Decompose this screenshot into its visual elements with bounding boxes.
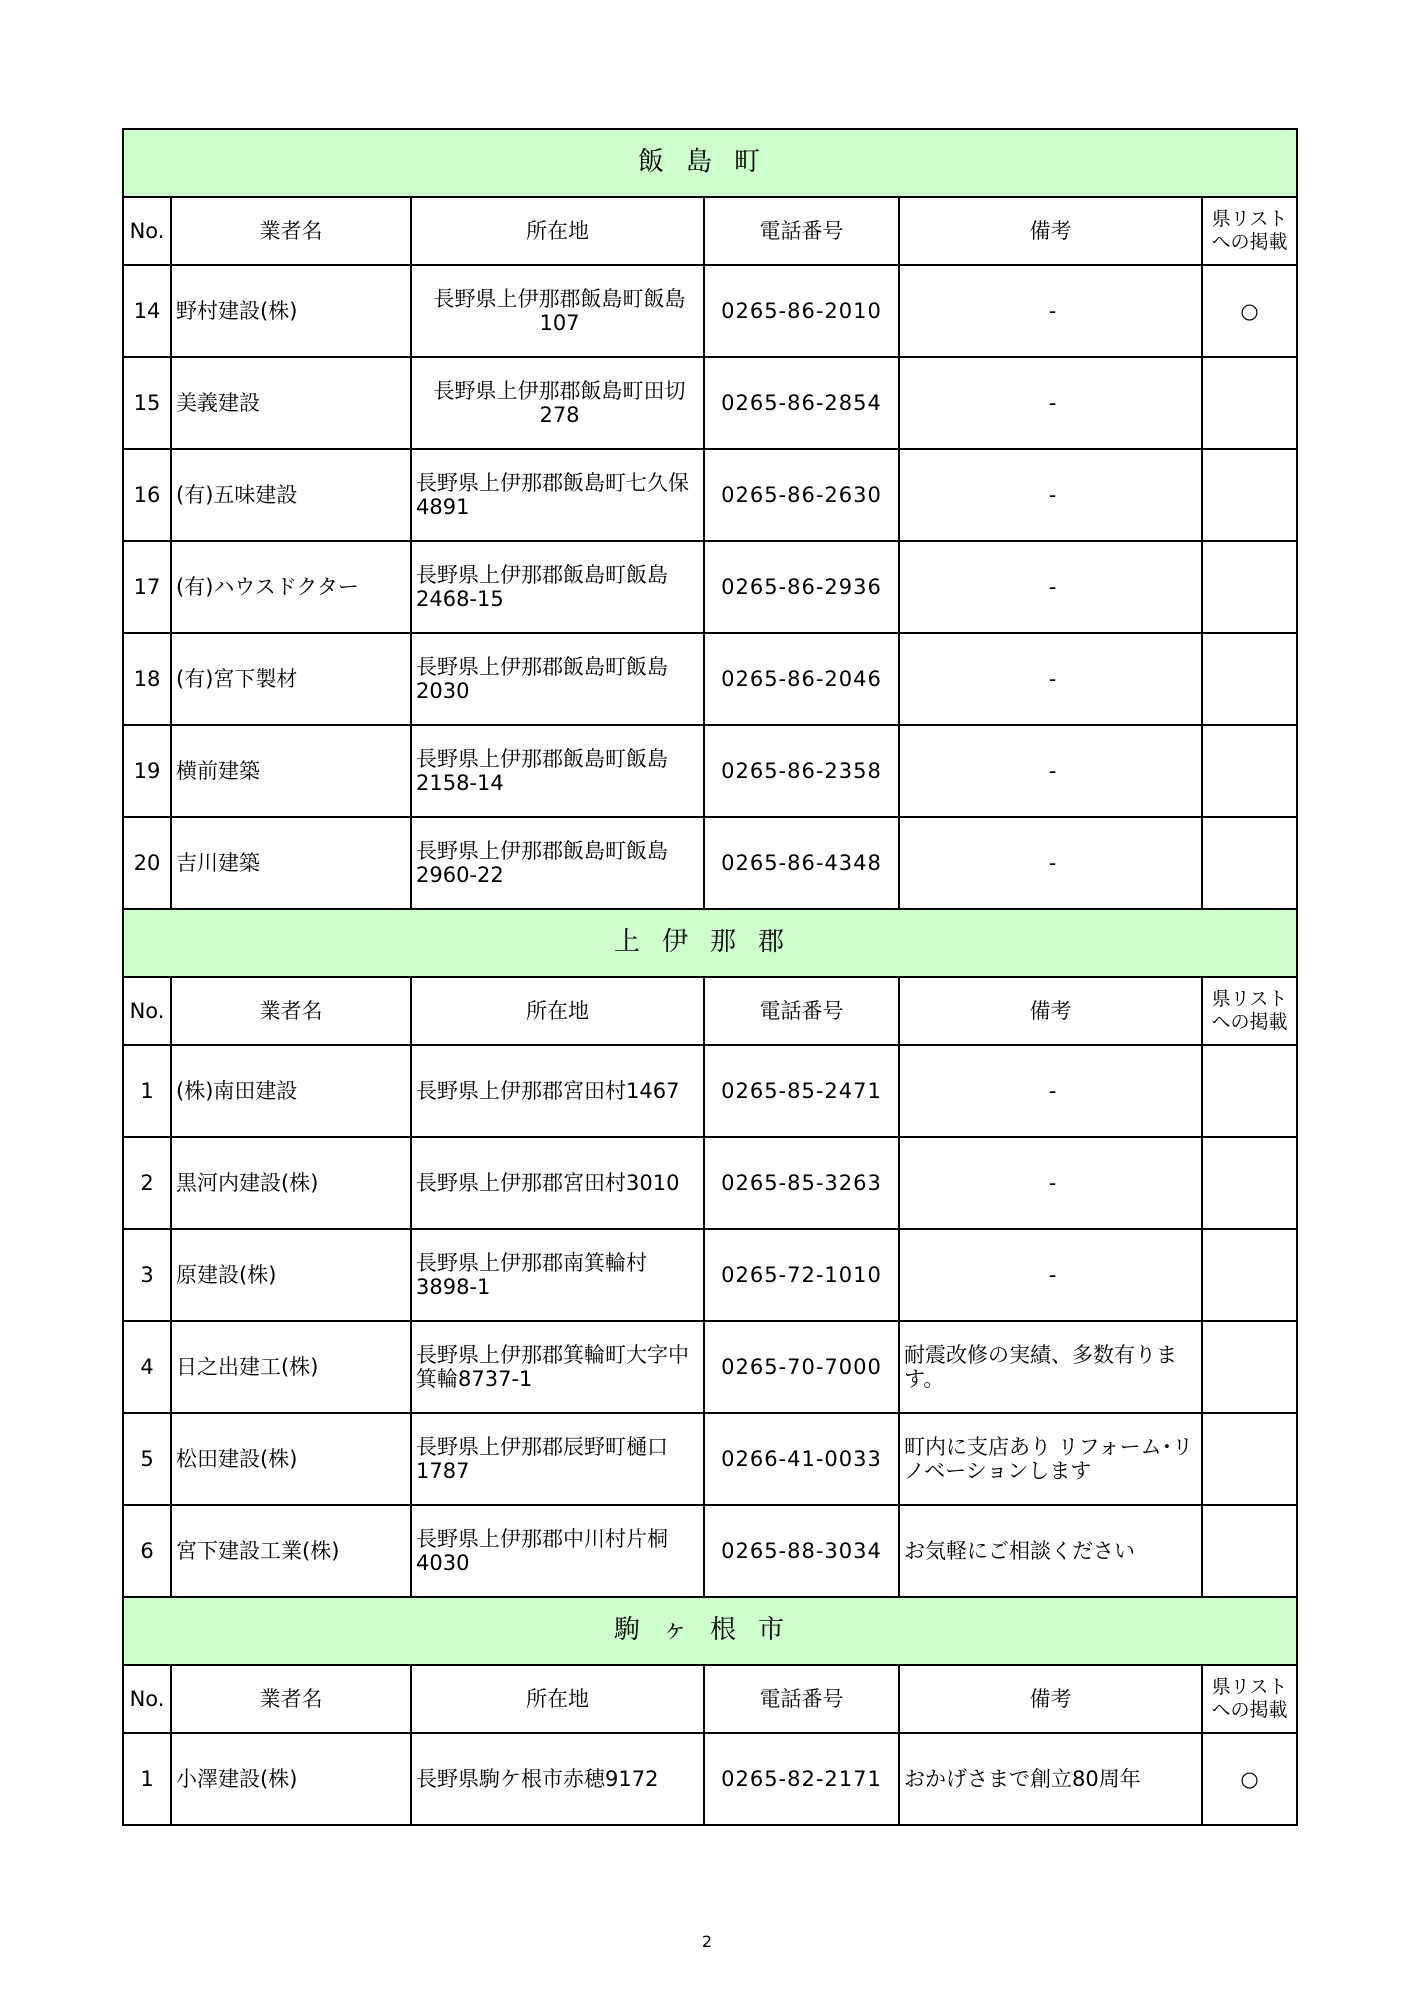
header-note: 備考	[899, 977, 1202, 1045]
cell-no: 1	[123, 1045, 171, 1137]
header-tel: 電話番号	[704, 197, 899, 265]
table-row	[123, 1321, 1297, 1413]
cell-company-name: 松田建設(株)	[171, 1413, 411, 1505]
cell-no: 16	[123, 449, 171, 541]
cell-address: 長野県駒ケ根市赤穂9172	[411, 1733, 704, 1825]
header-note: 備考	[899, 197, 1202, 265]
table-row	[123, 1505, 1297, 1597]
header-address: 所在地	[411, 1665, 704, 1733]
cell-company-name: 横前建築	[171, 725, 411, 817]
header-pref-line2: への掲載	[1211, 1699, 1288, 1721]
header-name: 業者名	[171, 1665, 411, 1733]
header-pref-list	[1202, 197, 1297, 265]
cell-address: 長野県上伊那郡南箕輪村3898-1	[411, 1229, 704, 1321]
cell-company-name: 原建設(株)	[171, 1229, 411, 1321]
cell-note: -	[899, 449, 1202, 541]
cell-pref-list	[1202, 449, 1297, 541]
cell-tel: 0265-86-2936	[704, 541, 899, 633]
cell-company-name: 日之出建工(株)	[171, 1321, 411, 1413]
cell-no: 3	[123, 1229, 171, 1321]
cell-address: 長野県上伊那郡飯島町飯島2468-15	[411, 541, 704, 633]
cell-no: 15	[123, 357, 171, 449]
cell-note: -	[899, 633, 1202, 725]
cell-company-name: (株)南田建設	[171, 1045, 411, 1137]
cell-address: 長野県上伊那郡中川村片桐4030	[411, 1505, 704, 1597]
section-title-row	[123, 1597, 1297, 1665]
cell-no: 17	[123, 541, 171, 633]
cell-pref-list	[1202, 817, 1297, 909]
header-row	[123, 977, 1297, 1045]
cell-tel: 0265-86-2046	[704, 633, 899, 725]
cell-tel: 0265-86-4348	[704, 817, 899, 909]
cell-note: 町内に支店あり リフォーム･リノベーションします	[899, 1413, 1202, 1505]
cell-no: 20	[123, 817, 171, 909]
table-row	[123, 265, 1297, 357]
table-row	[123, 1733, 1297, 1825]
section-title: 上伊那郡	[123, 909, 1297, 977]
table-row	[123, 817, 1297, 909]
header-name: 業者名	[171, 197, 411, 265]
cell-note: -	[899, 817, 1202, 909]
cell-note: -	[899, 725, 1202, 817]
contractor-table-body	[123, 129, 1297, 1825]
header-pref-line1: 県リスト	[1211, 1676, 1288, 1699]
cell-tel: 0265-72-1010	[704, 1229, 899, 1321]
header-pref-line2: への掲載	[1211, 1011, 1288, 1033]
cell-no: 6	[123, 1505, 171, 1597]
table-row	[123, 1137, 1297, 1229]
cell-tel: 0265-70-7000	[704, 1321, 899, 1413]
section-title-row	[123, 129, 1297, 197]
header-tel: 電話番号	[704, 977, 899, 1045]
header-pref-list	[1202, 977, 1297, 1045]
table-row	[123, 1045, 1297, 1137]
section-title: 飯島町	[123, 129, 1297, 197]
cell-tel: 0266-41-0033	[704, 1413, 899, 1505]
cell-note: -	[899, 265, 1202, 357]
cell-pref-list: ○	[1202, 1733, 1297, 1825]
cell-note: -	[899, 1137, 1202, 1229]
header-pref-line1: 県リスト	[1211, 208, 1288, 231]
cell-note: -	[899, 1045, 1202, 1137]
header-pref-line2: への掲載	[1211, 231, 1288, 253]
section-title: 駒ヶ根市	[123, 1597, 1297, 1665]
cell-pref-list	[1202, 1321, 1297, 1413]
cell-pref-list	[1202, 1505, 1297, 1597]
cell-pref-list	[1202, 633, 1297, 725]
table-row	[123, 633, 1297, 725]
cell-tel: 0265-85-2471	[704, 1045, 899, 1137]
cell-address: 長野県上伊那郡宮田村3010	[411, 1137, 704, 1229]
cell-address: 長野県上伊那郡飯島町飯島107	[411, 265, 704, 357]
cell-no: 1	[123, 1733, 171, 1825]
header-tel: 電話番号	[704, 1665, 899, 1733]
cell-pref-list	[1202, 1413, 1297, 1505]
table-row	[123, 541, 1297, 633]
table-row	[123, 725, 1297, 817]
table-row	[123, 357, 1297, 449]
cell-tel: 0265-86-2358	[704, 725, 899, 817]
cell-address: 長野県上伊那郡箕輪町大字中箕輪8737-1	[411, 1321, 704, 1413]
cell-no: 14	[123, 265, 171, 357]
cell-no: 2	[123, 1137, 171, 1229]
cell-tel: 0265-85-3263	[704, 1137, 899, 1229]
section-title-row	[123, 909, 1297, 977]
cell-address: 長野県上伊那郡宮田村1467	[411, 1045, 704, 1137]
header-no: No.	[123, 197, 171, 265]
cell-tel: 0265-86-2010	[704, 265, 899, 357]
cell-company-name: 吉川建築	[171, 817, 411, 909]
cell-company-name: 野村建設(株)	[171, 265, 411, 357]
cell-company-name: (有)ハウスドクター	[171, 541, 411, 633]
header-no: No.	[123, 1665, 171, 1733]
cell-tel: 0265-86-2854	[704, 357, 899, 449]
cell-tel: 0265-88-3034	[704, 1505, 899, 1597]
cell-tel: 0265-82-2171	[704, 1733, 899, 1825]
cell-company-name: 美義建設	[171, 357, 411, 449]
cell-address: 長野県上伊那郡飯島町飯島2960-22	[411, 817, 704, 909]
cell-note: お気軽にご相談ください	[899, 1505, 1202, 1597]
cell-company-name: (有)五味建設	[171, 449, 411, 541]
cell-company-name: (有)宮下製材	[171, 633, 411, 725]
cell-note: -	[899, 541, 1202, 633]
cell-no: 5	[123, 1413, 171, 1505]
header-row	[123, 1665, 1297, 1733]
cell-note: -	[899, 357, 1202, 449]
header-no: No.	[123, 977, 171, 1045]
header-address: 所在地	[411, 197, 704, 265]
cell-company-name: 宮下建設工業(株)	[171, 1505, 411, 1597]
cell-pref-list	[1202, 1229, 1297, 1321]
page-number: 2	[701, 1932, 713, 1951]
header-pref-list	[1202, 1665, 1297, 1733]
cell-no: 18	[123, 633, 171, 725]
cell-tel: 0265-86-2630	[704, 449, 899, 541]
cell-company-name: 小澤建設(株)	[171, 1733, 411, 1825]
document-page	[122, 128, 1296, 1826]
cell-pref-list	[1202, 357, 1297, 449]
header-row	[123, 197, 1297, 265]
cell-note: おかげさまで創立80周年	[899, 1733, 1202, 1825]
header-name: 業者名	[171, 977, 411, 1045]
table-row	[123, 1229, 1297, 1321]
cell-address: 長野県上伊那郡飯島町田切278	[411, 357, 704, 449]
cell-pref-list	[1202, 1137, 1297, 1229]
cell-pref-list	[1202, 1045, 1297, 1137]
table-row	[123, 449, 1297, 541]
cell-pref-list: ○	[1202, 265, 1297, 357]
cell-note: -	[899, 1229, 1202, 1321]
cell-pref-list	[1202, 541, 1297, 633]
cell-company-name: 黒河内建設(株)	[171, 1137, 411, 1229]
cell-address: 長野県上伊那郡飯島町飯島2158-14	[411, 725, 704, 817]
header-pref-line1: 県リスト	[1211, 988, 1288, 1011]
header-address: 所在地	[411, 977, 704, 1045]
cell-no: 19	[123, 725, 171, 817]
table-row	[123, 1413, 1297, 1505]
cell-note: 耐震改修の実績、多数有ります。	[899, 1321, 1202, 1413]
header-note: 備考	[899, 1665, 1202, 1733]
contractor-table	[122, 128, 1298, 1826]
cell-address: 長野県上伊那郡辰野町樋口1787	[411, 1413, 704, 1505]
cell-no: 4	[123, 1321, 171, 1413]
cell-pref-list	[1202, 725, 1297, 817]
cell-address: 長野県上伊那郡飯島町飯島2030	[411, 633, 704, 725]
cell-address: 長野県上伊那郡飯島町七久保4891	[411, 449, 704, 541]
